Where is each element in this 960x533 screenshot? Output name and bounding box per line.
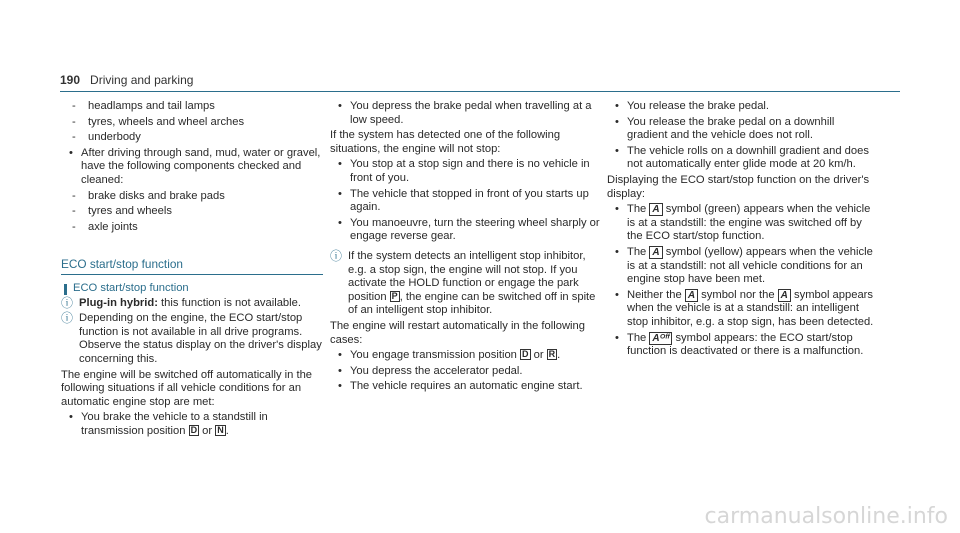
eco-start-stop-green-icon: A [649, 203, 662, 216]
paragraph: The engine will restart automatically in the following cases: [330, 319, 585, 346]
watermark: carmanualsonline.info [704, 504, 948, 529]
chapter-title: Driving and parking [90, 73, 194, 87]
list-item: - tyres and wheels [61, 205, 333, 219]
list-item: • The Aᴼᶠᶠ symbol appears: the ECO start/stop function is deactivated or there is a malfunction. [607, 332, 877, 359]
list-item: • The A symbol (green) appears when the vehicle is at a standstill: the engine was switched off by the ECO start/stop function. [607, 203, 877, 244]
column-1 [61, 100, 333, 438]
gear-p-icon: P [391, 290, 398, 301]
note-text: this function is not available. [157, 296, 301, 309]
list-item: - headlamps and tail lamps [61, 100, 333, 114]
list-item: • You stop at a stop sign and there is no vehicle in front of you. [330, 158, 600, 185]
page-header [60, 73, 193, 87]
list-item: • You brake the vehicle to a standstill in transmission position D or N . [61, 411, 333, 438]
note-text: Depending on the engine, the ECO start/stop function is not available in all drive programs. Observe the status display on the driver's display concerning this. [79, 312, 322, 365]
info-note [61, 312, 333, 366]
eco-start-stop-green-icon: A [685, 289, 698, 302]
paragraph: If the system has detected one of the following situations, the engine will not stop: [330, 129, 561, 155]
list-item: • You depress the brake pedal when travelling at a low speed. [330, 100, 600, 127]
list-item: - underbody [61, 131, 333, 145]
list-item: • The vehicle rolls on a downhill gradient and does not automatically enter glide mode at 20 km/h. [607, 145, 877, 172]
gear-d-icon: D [522, 349, 529, 360]
paragraph: Displaying the ECO start/stop function on the driver's display: [607, 173, 870, 200]
list-item: • You manoeuvre, turn the steering wheel sharply or engage reverse gear. [330, 217, 600, 244]
list-item: - tyres, wheels and wheel arches [61, 116, 333, 130]
list-item: • The vehicle that stopped in front of you starts up again. [330, 188, 600, 215]
info-icon: ⓘ [330, 248, 343, 263]
list-item: • You engage transmission position D or R . [330, 349, 600, 363]
page-number: 190 [60, 73, 81, 87]
column-3 [607, 100, 877, 359]
eco-start-stop-yellow-icon: A [778, 289, 791, 302]
list-item: - brake disks and brake pads [61, 190, 333, 204]
info-note [61, 297, 333, 311]
note-label: Plug-in hybrid: [79, 296, 158, 309]
header-rule [60, 91, 900, 92]
list-item: • You release the brake pedal on a downhill gradient and the vehicle does not roll. [607, 116, 877, 143]
gear-n-icon: N [217, 424, 224, 435]
list-item: • The vehicle requires an automatic engine start. [330, 380, 600, 394]
sub-title: ECO start/stop function [61, 282, 333, 296]
list-item: • Neither the A symbol nor the A symbol appears when the vehicle is at a standstill: an intelligent stop inhibitor, e.g. a stop sign, has been detected. [607, 289, 877, 330]
section-title: ECO start/stop function [61, 258, 323, 275]
paragraph: The engine will be switched off automatically in the following situations if all vehicle conditions for an automatic engine stop are met: [61, 368, 313, 408]
list-item: • After driving through sand, mud, water or gravel, have the following components checked and cleaned: [61, 147, 333, 188]
list-item: • The A symbol (yellow) appears when the vehicle is at a standstill: not all vehicle conditions for an engine stop have been met. [607, 246, 877, 287]
list-item: - axle joints [61, 221, 333, 235]
gear-r-icon: R [548, 349, 556, 360]
info-icon: ⓘ [61, 311, 74, 326]
list-item: • You depress the accelerator pedal. [330, 365, 600, 379]
eco-start-stop-yellow-icon: A [649, 246, 662, 259]
info-note: ⓘ If the system detects an intelligent stop inhibitor, e.g. a stop sign, the engine will not stop. If you activate the HOLD function or engage the park position P , the engine can be switched off in spite of an intelligent stop inhibitor. [330, 248, 596, 317]
eco-start-stop-off-icon: Aᴼᶠᶠ [649, 332, 672, 345]
info-icon: ⓘ [61, 295, 74, 310]
gear-d-icon: D [190, 424, 198, 435]
list-item: • You release the brake pedal. [607, 100, 877, 114]
column-2 [330, 100, 600, 394]
